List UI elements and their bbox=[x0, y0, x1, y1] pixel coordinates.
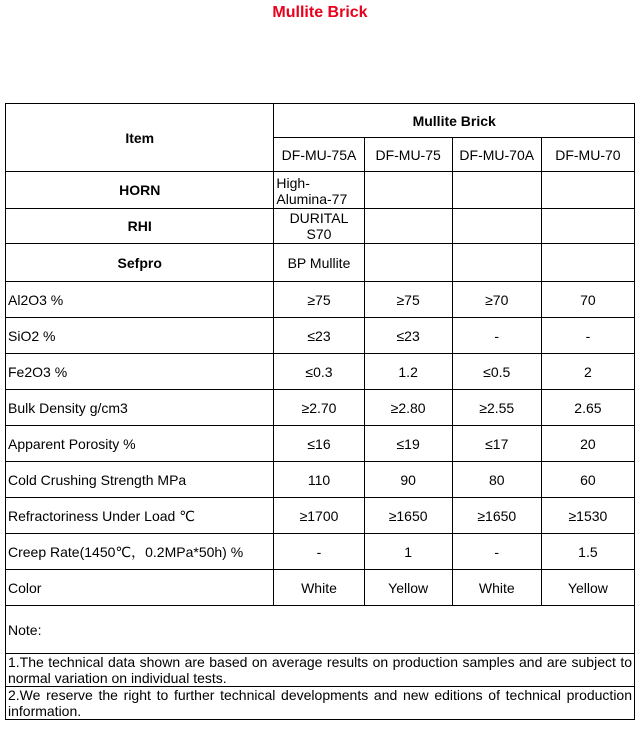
cell: Yellow bbox=[364, 570, 452, 606]
cell: - bbox=[452, 534, 541, 570]
cell: ≤16 bbox=[274, 426, 364, 462]
empty-cell bbox=[541, 244, 634, 282]
cell: ≤23 bbox=[364, 318, 452, 354]
cell: ≥1700 bbox=[274, 498, 364, 534]
row-label: Cold Crushing Strength MPa bbox=[6, 462, 274, 498]
cell: 80 bbox=[452, 462, 541, 498]
empty-cell bbox=[541, 172, 634, 209]
cell: - bbox=[274, 534, 364, 570]
page-title: Mullite Brick bbox=[272, 4, 368, 21]
note-row bbox=[6, 654, 635, 687]
note-row bbox=[6, 687, 635, 720]
cell: ≥2.80 bbox=[364, 390, 452, 426]
table-row bbox=[6, 318, 635, 354]
spec-table bbox=[5, 103, 635, 720]
equivalent-row bbox=[6, 244, 635, 282]
item-header: Item bbox=[6, 104, 274, 172]
cell: ≤0.3 bbox=[274, 354, 364, 390]
equivalent-value: BP Mullite bbox=[274, 244, 364, 282]
row-label: Al2O3 % bbox=[6, 282, 274, 318]
table-row bbox=[6, 390, 635, 426]
row-label: Refractoriness Under Load ℃ bbox=[6, 498, 274, 534]
model-header: DF-MU-75 bbox=[364, 138, 452, 172]
note-text: 2.We reserve the right to further technical developments and new editions of technical production information. bbox=[6, 687, 635, 720]
table-header-row bbox=[6, 104, 635, 138]
cell: White bbox=[452, 570, 541, 606]
cell: 110 bbox=[274, 462, 364, 498]
table-row bbox=[6, 462, 635, 498]
cell: ≥2.55 bbox=[452, 390, 541, 426]
row-label: Creep Rate(1450℃，0.2MPa*50h) % bbox=[6, 534, 274, 570]
cell: 1.5 bbox=[541, 534, 634, 570]
note-text: 1.The technical data shown are based on average results on production samples and are subject to normal variation on individual tests. bbox=[6, 654, 635, 687]
table-row bbox=[6, 426, 635, 462]
cell: ≤23 bbox=[274, 318, 364, 354]
equivalent-label: HORN bbox=[6, 172, 274, 209]
group-header: Mullite Brick bbox=[274, 104, 635, 138]
cell: 2.65 bbox=[541, 390, 634, 426]
model-header: DF-MU-75A bbox=[274, 138, 364, 172]
cell: ≥1530 bbox=[541, 498, 634, 534]
model-header: DF-MU-70A bbox=[452, 138, 541, 172]
equivalent-label: RHI bbox=[6, 209, 274, 244]
cell: ≤17 bbox=[452, 426, 541, 462]
cell: ≥75 bbox=[364, 282, 452, 318]
note-label: Note: bbox=[6, 606, 635, 654]
cell: 1.2 bbox=[364, 354, 452, 390]
empty-cell bbox=[364, 172, 452, 209]
cell: ≥1650 bbox=[364, 498, 452, 534]
empty-cell bbox=[452, 172, 541, 209]
table-row bbox=[6, 354, 635, 390]
cell: - bbox=[452, 318, 541, 354]
cell: ≤19 bbox=[364, 426, 452, 462]
cell: ≤0.5 bbox=[452, 354, 541, 390]
equivalent-label: Sefpro bbox=[6, 244, 274, 282]
row-label: Color bbox=[6, 570, 274, 606]
table-row bbox=[6, 498, 635, 534]
table-row bbox=[6, 570, 635, 606]
cell: ≥70 bbox=[452, 282, 541, 318]
cell: ≥2.70 bbox=[274, 390, 364, 426]
model-header: DF-MU-70 bbox=[541, 138, 634, 172]
note-row bbox=[6, 606, 635, 654]
row-label: Apparent Porosity % bbox=[6, 426, 274, 462]
cell: White bbox=[274, 570, 364, 606]
empty-cell bbox=[452, 244, 541, 282]
empty-cell bbox=[452, 209, 541, 244]
cell: 90 bbox=[364, 462, 452, 498]
equivalent-row bbox=[6, 209, 635, 244]
cell: 60 bbox=[541, 462, 634, 498]
cell: - bbox=[541, 318, 634, 354]
cell: Yellow bbox=[541, 570, 634, 606]
table-row bbox=[6, 534, 635, 570]
empty-cell bbox=[364, 209, 452, 244]
table-row bbox=[6, 282, 635, 318]
row-label: SiO2 % bbox=[6, 318, 274, 354]
row-label: Bulk Density g/cm3 bbox=[6, 390, 274, 426]
empty-cell bbox=[541, 209, 634, 244]
equivalent-value: DURITAL S70 bbox=[274, 209, 364, 244]
cell: 70 bbox=[541, 282, 634, 318]
cell: 2 bbox=[541, 354, 634, 390]
row-label: Fe2O3 % bbox=[6, 354, 274, 390]
cell: ≥1650 bbox=[452, 498, 541, 534]
cell: 20 bbox=[541, 426, 634, 462]
empty-cell bbox=[364, 244, 452, 282]
cell: 1 bbox=[364, 534, 452, 570]
equivalent-value: High-Alumina-77 bbox=[274, 172, 364, 209]
cell: ≥75 bbox=[274, 282, 364, 318]
equivalent-row bbox=[6, 172, 635, 209]
